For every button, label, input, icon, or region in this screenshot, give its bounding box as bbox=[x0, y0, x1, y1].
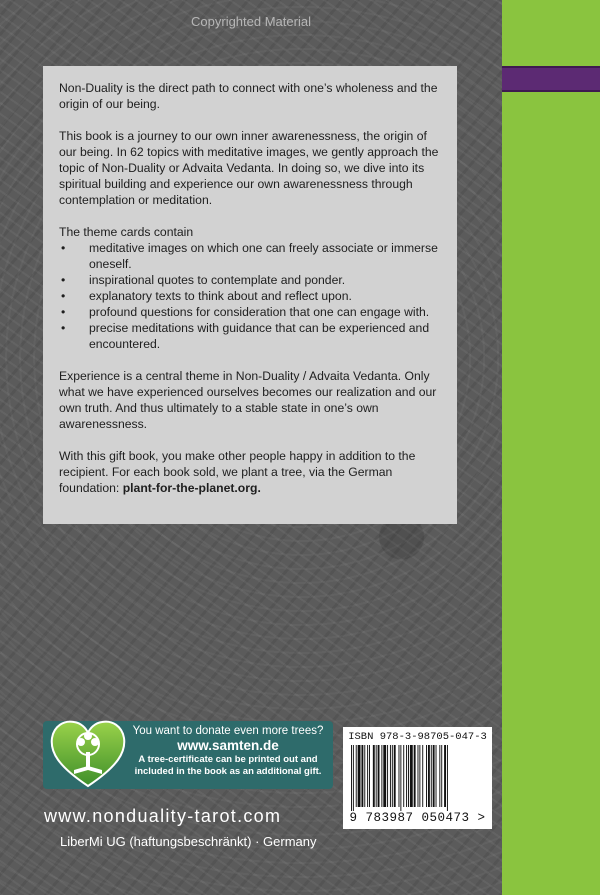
isbn-label: ISBN 978-3-98705-047-3 bbox=[348, 731, 487, 743]
isbn-barcode bbox=[343, 727, 492, 829]
barcode-bar bbox=[422, 745, 423, 807]
barcode-bar bbox=[367, 745, 368, 807]
barcode-bar bbox=[414, 745, 416, 807]
barcode-bar bbox=[431, 745, 432, 807]
barcode-bar bbox=[353, 745, 354, 811]
barcode-bar bbox=[399, 745, 400, 807]
donate-question: You want to donate even more trees? bbox=[132, 725, 324, 737]
barcode-digits: 9 783987 050473 > bbox=[349, 811, 486, 825]
barcode-bar bbox=[387, 745, 388, 807]
list-item: • precise meditations with guidance that can be experienced and encountered. bbox=[59, 320, 441, 352]
barcode-bar bbox=[373, 745, 375, 807]
list-item: • profound questions for consideration that one can engage with. bbox=[59, 304, 441, 320]
barcode-bar bbox=[441, 745, 442, 807]
barcode-bar bbox=[356, 745, 357, 807]
paragraph-4 bbox=[59, 448, 441, 496]
publisher-line: LiberMi UG (haftungsbeschränkt) · Germany bbox=[60, 834, 317, 849]
barcode-bar bbox=[390, 745, 391, 807]
donate-text bbox=[124, 724, 332, 778]
barcode-bar bbox=[447, 745, 448, 811]
watermark: Copyrighted Material bbox=[191, 14, 311, 29]
barcode-bar bbox=[408, 745, 409, 807]
website-link[interactable]: www.nonduality-tarot.com bbox=[44, 806, 282, 826]
barcode-bar bbox=[392, 745, 393, 807]
paragraph-4-text: With this gift book, you make other people happy in addition to the recipient. For each book sold, we plant a tree, via the German foundation: bbox=[59, 449, 416, 495]
barcode-bar bbox=[426, 745, 427, 807]
list-item: • meditative images on which one can freely associate or immerse oneself. bbox=[59, 240, 441, 272]
barcode-bar bbox=[418, 745, 419, 807]
barcode-bar bbox=[436, 745, 437, 807]
paragraph-2: This book is a journey to our own inner awarenessness, the origin of our being. In 62 topics with meditative images, we gently approach the topic of Non-Duality or Advaita Vedanta. In doing so, we dive into its spiritual building and experience our own awarenessness through contemplation or meditation. bbox=[59, 129, 439, 207]
samten-link[interactable]: www.samten.de bbox=[177, 738, 279, 753]
barcode-bar bbox=[439, 745, 440, 807]
barcode-bar bbox=[410, 745, 413, 807]
paragraph-3: Experience is a central theme in Non-Duality / Advaita Vedanta. Only what we have experienced ourselves becomes our realization and our own truth. And thus ultimately to a stable state in one’s own awarenessness. bbox=[59, 369, 437, 431]
barcode-bar bbox=[351, 745, 352, 811]
list-item: • inspirational quotes to contemplate and ponder. bbox=[59, 272, 441, 288]
barcode-bar bbox=[406, 745, 407, 807]
heart-tree-icon bbox=[48, 718, 128, 790]
barcode-bar bbox=[364, 745, 365, 807]
barcode-bar bbox=[378, 745, 380, 807]
barcode-bar bbox=[383, 745, 386, 807]
barcode-bar bbox=[400, 745, 401, 811]
theme-cards-list bbox=[59, 240, 441, 352]
barcode-bar bbox=[358, 745, 361, 807]
barcode-bar bbox=[403, 745, 404, 807]
barcode-bar bbox=[394, 745, 396, 807]
description-panel bbox=[43, 66, 457, 524]
paragraph-1: Non-Duality is the direct path to connect with one’s wholeness and the origin of our being. bbox=[59, 81, 438, 111]
plant-for-the-planet-link: plant-for-the-planet.org. bbox=[122, 481, 261, 495]
barcode-bar bbox=[433, 745, 435, 807]
spine-strip bbox=[502, 0, 600, 895]
barcode-bar bbox=[376, 745, 377, 807]
donate-note: A tree-certificate can be printed out and included in the book as an additional gift. bbox=[134, 754, 322, 777]
barcode-bar bbox=[428, 745, 430, 807]
spine-band bbox=[502, 66, 600, 92]
barcode-bar bbox=[419, 745, 420, 807]
theme-cards-intro: The theme cards contain bbox=[59, 225, 194, 239]
list-item: • explanatory texts to think about and reflect upon. bbox=[59, 288, 441, 304]
barcode-bar bbox=[369, 745, 370, 807]
barcode-bar bbox=[361, 745, 363, 807]
barcode-bar bbox=[444, 745, 446, 807]
barcode-bar bbox=[381, 745, 382, 807]
barcode-bars bbox=[349, 745, 486, 811]
